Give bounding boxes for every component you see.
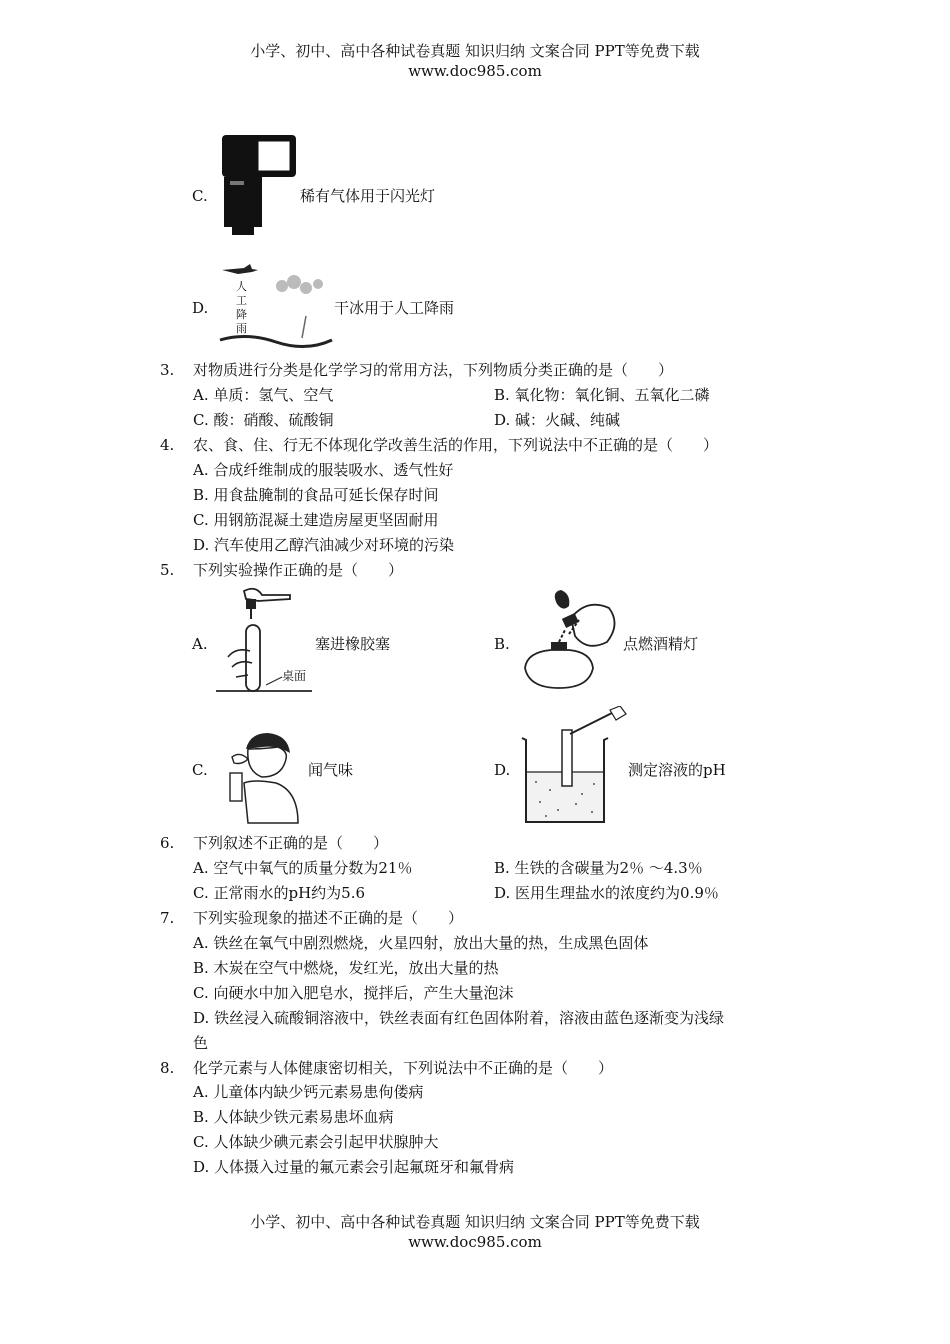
q6-option-d: D. 医用生理盐水的浓度约为0.9％ xyxy=(494,884,719,902)
footer-url: www.doc985.com xyxy=(408,1233,542,1251)
rain-label-2: 工 xyxy=(236,294,247,307)
flame xyxy=(555,590,570,609)
ph-test-beaker-image xyxy=(516,706,628,826)
q5-option-c-label: C. xyxy=(192,761,208,779)
table-label: 桌面 xyxy=(282,669,307,683)
q2-option-d-label: D. xyxy=(192,299,209,317)
clouds xyxy=(276,275,323,294)
q4-option-b: B. 用食盐腌制的食品可延长保存时间 xyxy=(193,486,439,504)
q6-option-b: B. 生铁的含碳量为2％ ～4.3％ xyxy=(494,859,703,877)
header-line-1: 小学、初中、高中各种试卷真题 知识归纳 文案合同 PPT等免费下载 xyxy=(250,42,700,60)
boy-face xyxy=(248,747,287,777)
q3-option-a: A. 单质：氢气、空气 xyxy=(193,386,334,404)
q8-stem: 化学元素与人体健康密切相关，下列说法中不正确的是（ ） xyxy=(193,1059,614,1077)
rain-label-3: 降 xyxy=(236,308,247,321)
q7-option-b: B. 木炭在空气中燃烧，发红光，放出大量的热 xyxy=(193,959,499,977)
q6-option-c: C. 正常雨水的pH约为5.6 xyxy=(193,884,366,902)
q5-option-b-text: 点燃酒精灯 xyxy=(623,635,699,653)
q8-option-b: B. 人体缺少铁元素易患坏血病 xyxy=(193,1108,394,1126)
q7-number: 7. xyxy=(160,909,175,927)
q5-stem: 下列实验操作正确的是（ ） xyxy=(193,561,404,579)
artificial-rain-image xyxy=(216,260,334,350)
q8-option-c: C. 人体缺少碘元素会引起甲状腺肿大 xyxy=(193,1133,439,1151)
lower-lamp-body xyxy=(525,650,593,688)
q5-option-a-text: 塞进橡胶塞 xyxy=(315,635,391,653)
rain-label-1: 人 xyxy=(236,280,247,293)
q4-number: 4. xyxy=(160,436,175,454)
tweezers xyxy=(570,712,614,734)
gas-bottle xyxy=(230,773,242,801)
smelling-gas-image xyxy=(218,731,304,825)
table-pointer xyxy=(266,677,282,685)
q7-option-a: A. 铁丝在氧气中剧烈燃烧，火星四射，放出大量的热，生成黑色固体 xyxy=(193,934,649,952)
upper-lamp-body xyxy=(571,605,615,646)
header-url: www.doc985.com xyxy=(408,62,542,80)
rain-label-4: 雨 xyxy=(236,322,247,335)
q2-option-c-text: 稀有气体用于闪光灯 xyxy=(300,187,436,205)
q5-option-c-text: 闻气味 xyxy=(308,761,354,779)
flash-unit-image xyxy=(218,133,300,237)
q4-option-a: A. 合成纤维制成的服装吸水、透气性好 xyxy=(193,461,454,479)
airplane xyxy=(222,264,258,274)
q7-option-d-line1: D. 铁丝浸入硫酸铜溶液中，铁丝表面有红色固体附着，溶液由蓝色逐渐变为浅绿 xyxy=(193,1009,725,1027)
q7-option-d-line2: 色 xyxy=(193,1034,209,1052)
waving-hand xyxy=(232,754,248,763)
q7-stem: 下列实验现象的描述不正确的是（ ） xyxy=(193,909,464,927)
flash-logo xyxy=(230,181,244,185)
footer-line-1: 小学、初中、高中各种试卷真题 知识归纳 文案合同 PPT等免费下载 xyxy=(250,1213,700,1231)
q8-number: 8. xyxy=(160,1059,175,1077)
q7-option-c: C. 向硬水中加入肥皂水，搅拌后，产生大量泡沫 xyxy=(193,984,514,1002)
test-tube xyxy=(246,625,260,691)
q3-stem: 对物质进行分类是化学学习的常用方法，下列物质分类正确的是（ ） xyxy=(193,361,674,379)
q8-option-d: D. 人体摄入过量的氟元素会引起氟斑牙和氟骨病 xyxy=(193,1158,515,1176)
stopper-hand xyxy=(244,589,290,601)
q6-stem: 下列叙述不正确的是（ ） xyxy=(193,834,389,852)
tweezers-hand xyxy=(610,706,626,720)
q6-number: 6. xyxy=(160,834,175,852)
boy-body xyxy=(244,781,298,823)
q3-number: 3. xyxy=(160,361,175,379)
stopper-test-tube-image xyxy=(216,585,316,697)
q6-option-a: A. 空气中氧气的质量分数为21％ xyxy=(193,859,413,877)
alcohol-lamp-image xyxy=(517,590,623,696)
q5-option-d-text: 测定溶液的pH xyxy=(628,761,726,779)
flash-foot xyxy=(232,225,254,235)
q3-option-b: B. 氧化物：氧化铜、五氧化二磷 xyxy=(494,386,710,404)
flash-window xyxy=(258,141,290,171)
q4-stem: 农、食、住、行无不体现化学改善生活的作用，下列说法中不正确的是（ ） xyxy=(193,436,719,454)
q2-option-d-text: 干冰用于人工降雨 xyxy=(334,299,455,317)
lower-neck xyxy=(551,642,567,650)
q5-option-d-label: D. xyxy=(494,761,511,779)
ph-paper xyxy=(562,730,572,786)
q5-number: 5. xyxy=(160,561,175,579)
q5-option-a-label: A. xyxy=(192,635,208,653)
rocket-trail xyxy=(302,316,306,338)
q4-option-d: D. 汽车使用乙醇汽油减少对环境的污染 xyxy=(193,536,455,554)
q5-option-b-label: B. xyxy=(494,635,510,653)
q4-option-c: C. 用钢筋混凝土建造房屋更坚固耐用 xyxy=(193,511,439,529)
q8-option-a: A. 儿童体内缺少钙元素易患佝偻病 xyxy=(193,1083,424,1101)
q3-option-d: D. 碱：火碱、纯碱 xyxy=(494,411,621,429)
q3-option-c: C. 酸：硝酸、硫酸铜 xyxy=(193,411,334,429)
ground xyxy=(220,336,332,346)
q2-option-c-label: C. xyxy=(192,187,208,205)
